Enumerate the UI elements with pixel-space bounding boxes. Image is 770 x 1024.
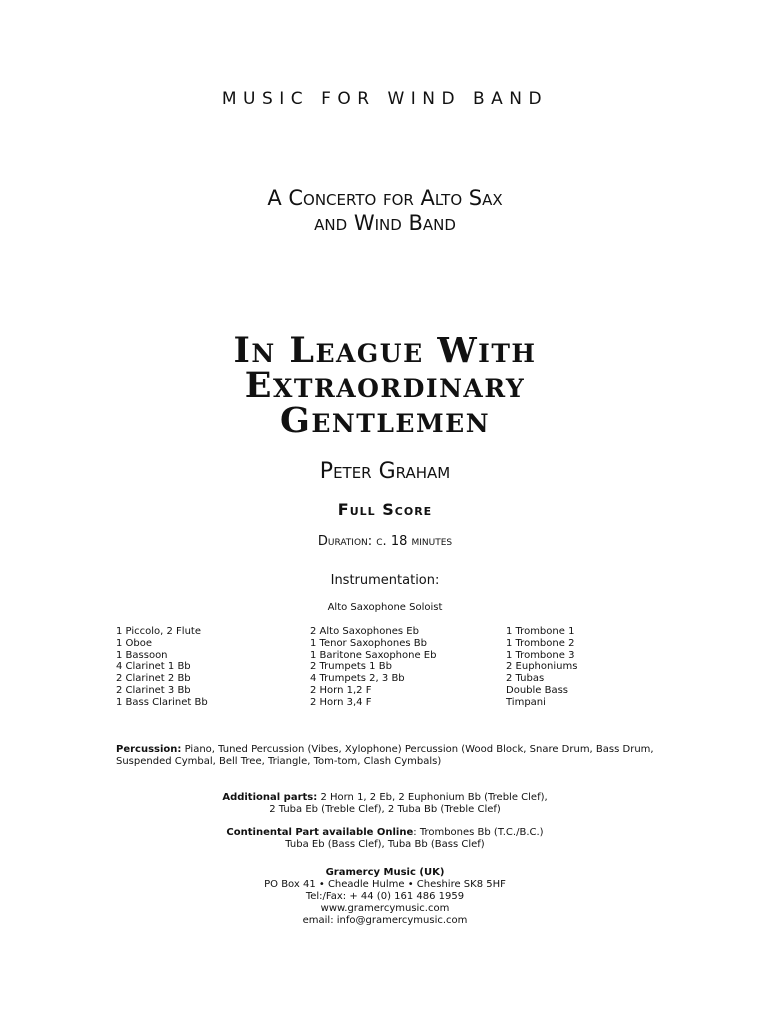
publisher-name: Gramercy Music (UK) — [325, 867, 445, 878]
publisher-web[interactable]: www.gramercymusic.com — [320, 903, 450, 914]
publisher-address: PO Box 41 • Cheadle Hulme • Cheshire SK8 5HF — [264, 879, 506, 890]
percussion-label: Percussion: — [116, 744, 182, 755]
list-item: 1 Trombone 1 — [506, 626, 575, 637]
continental-line-2: Tuba Eb (Bass Clef), Tuba Bb (Bass Clef) — [285, 839, 485, 850]
continental-label: Continental Part available Online — [226, 827, 414, 838]
list-item: 1 Oboe — [116, 637, 153, 649]
list-item: 2 Horn 3,4 F — [310, 696, 372, 708]
list-item: Timpani — [506, 696, 546, 708]
additional-parts-line-1: 2 Horn 1, 2 Eb, 2 Euphonium Bb (Treble Clef), — [320, 792, 548, 803]
soloist: Alto Saxophone Soloist — [327, 602, 443, 613]
continental-parts — [0, 827, 770, 851]
list-item: 2 Horn 1,2 F — [310, 684, 372, 696]
additional-parts-label: Additional parts: — [222, 792, 318, 803]
list-item: 1 Piccolo, 2 Flute — [116, 626, 201, 637]
list-item: Double Bass — [506, 684, 569, 696]
instrument-column-1 — [116, 626, 208, 709]
continental-line-1: : Trombones Bb (T.C./B.C.) — [413, 827, 544, 838]
subtitle — [0, 186, 770, 236]
instrument-column-2 — [310, 626, 436, 709]
list-item: 1 Bassoon — [116, 649, 168, 661]
subtitle-line-2: and Wind Band — [314, 211, 456, 235]
list-item: 1 Tenor Saxophones Bb — [310, 637, 427, 649]
list-item: 2 Tubas — [506, 673, 545, 685]
title-line-1: In League With — [233, 330, 537, 371]
title-line-3: Gentlemen — [279, 400, 491, 441]
list-item: 2 Trumpets 1 Bb — [310, 661, 392, 673]
list-item: 2 Alto Saxophones Eb — [310, 626, 419, 637]
additional-parts-line-2: 2 Tuba Eb (Treble Clef), 2 Tuba Bb (Treble Clef) — [269, 804, 501, 815]
publisher-block — [0, 867, 770, 927]
composer: Peter Graham — [319, 459, 451, 484]
publisher-email[interactable]: email: info@gramercymusic.com — [302, 915, 468, 926]
title-line-2: Extraordinary — [244, 365, 526, 406]
list-item: 4 Trumpets 2, 3 Bb — [310, 673, 405, 685]
list-item: 2 Clarinet 3 Bb — [116, 684, 191, 696]
list-item: 2 Euphoniums — [506, 661, 578, 673]
percussion-text: Piano, Tuned Percussion (Vibes, Xylophone) Percussion (Wood Block, Snare Drum, Bass Drum, Suspended Cymbal, Bell Tree, Triangle, Tom-tom, Clash Cymbals) — [116, 744, 654, 767]
instrumentation-heading: Instrumentation: — [330, 573, 440, 588]
duration: Duration: c. 18 minutes — [317, 534, 453, 549]
list-item: 1 Baritone Saxophone Eb — [310, 649, 437, 661]
list-item: 1 Trombone 3 — [506, 649, 575, 661]
additional-parts — [0, 792, 770, 816]
subtitle-line-1: A Concerto for Alto Sax — [267, 186, 503, 210]
instrument-column-3 — [506, 626, 577, 709]
list-item: 2 Clarinet 2 Bb — [116, 673, 191, 685]
publisher-phone: Tel:/Fax: + 44 (0) 161 486 1959 — [305, 891, 465, 902]
list-item: 1 Trombone 2 — [506, 637, 575, 649]
series-heading: MUSIC FOR WIND BAND — [221, 89, 549, 109]
list-item: 4 Clarinet 1 Bb — [116, 661, 191, 673]
list-item: 1 Bass Clarinet Bb — [116, 696, 208, 708]
percussion-note — [116, 744, 656, 768]
score-label: Full Score — [337, 500, 433, 519]
work-title — [0, 330, 770, 441]
